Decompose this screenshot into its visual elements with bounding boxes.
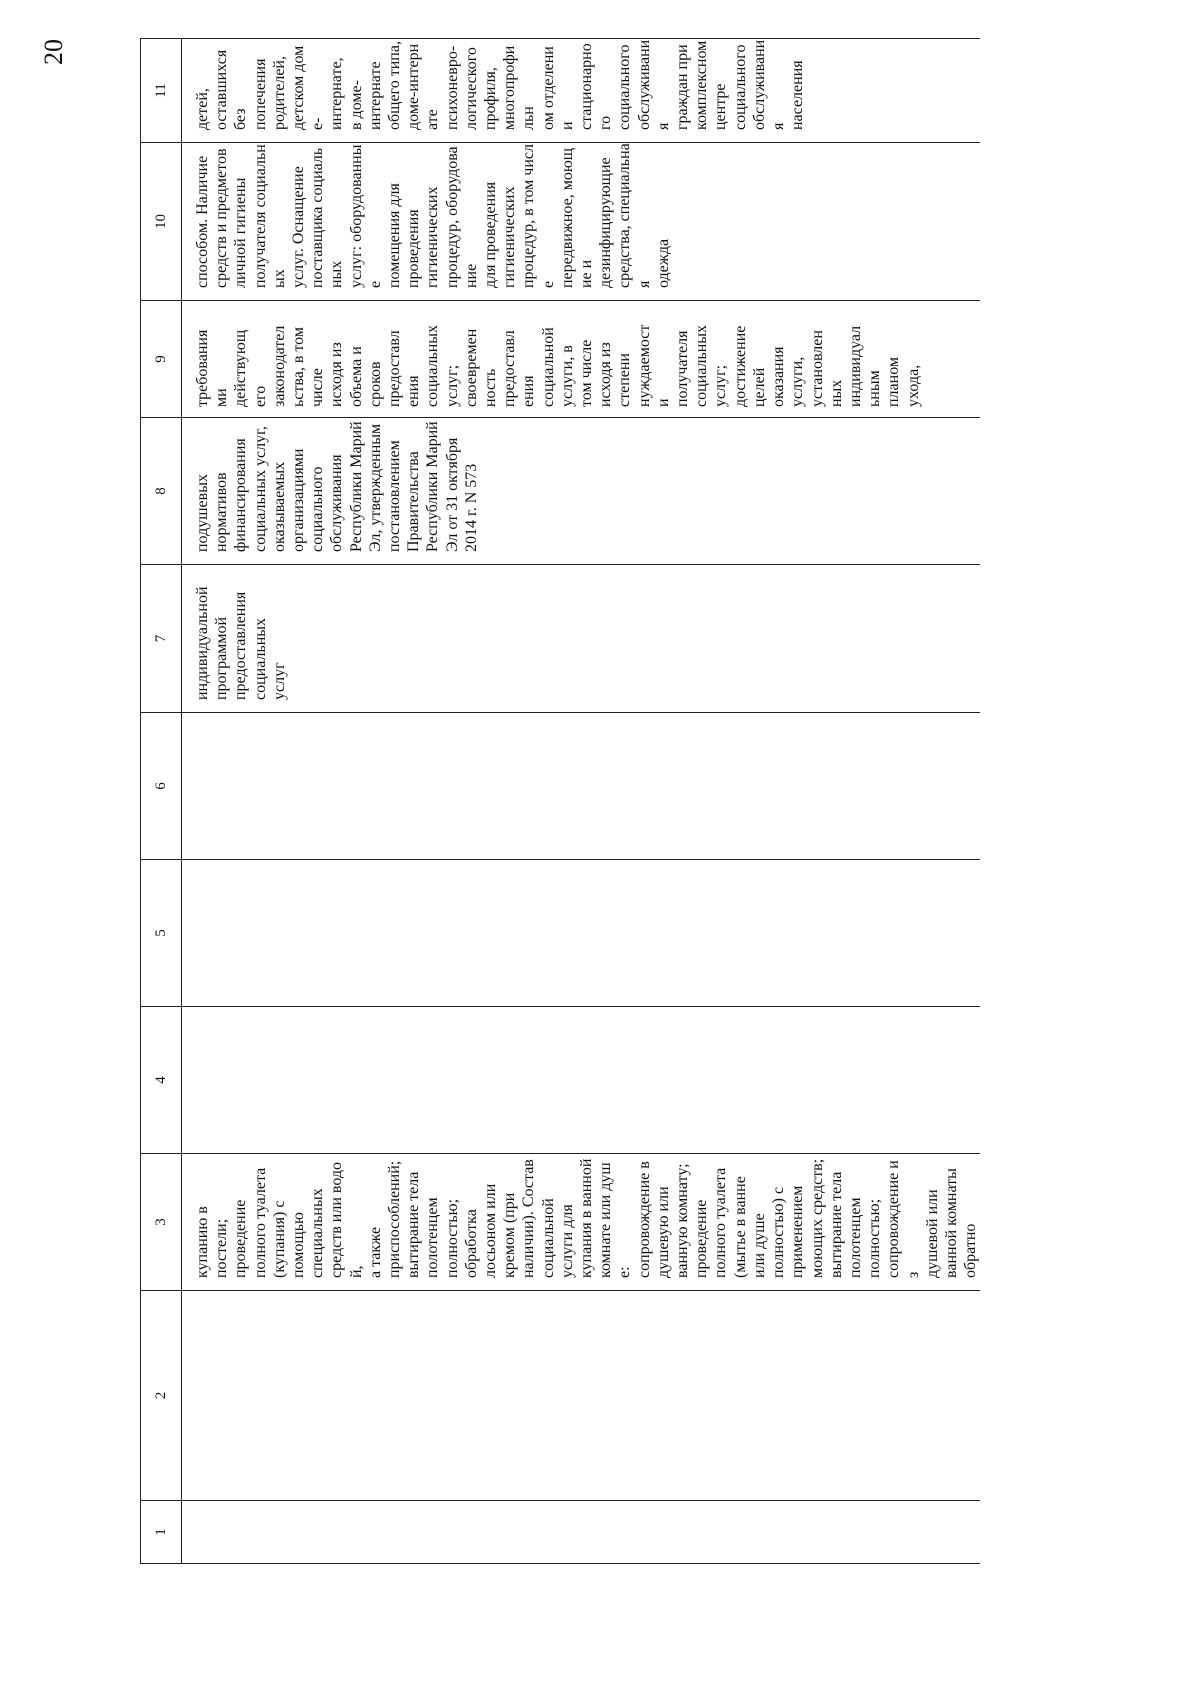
- column-number-8: 8: [141, 418, 182, 565]
- column-number-10: 10: [141, 143, 182, 301]
- cell-service-conditions: способом. Наличие средств и предметов личной гигиены получателя социальных услуг. Оснащение поставщика социальных услуг: оборудованные помещения для проведения гигиенических процедур, оборудование для проведения гигиенических процедур, в том числе передвижное, моющие и дезинфицирующие средства, специальная одежда: [182, 143, 981, 301]
- column-number-3: 3: [141, 1154, 182, 1291]
- column-number-row: [141, 39, 182, 1564]
- cell-col-1: [182, 1501, 981, 1564]
- column-number-1: 1: [141, 1501, 182, 1564]
- cell-col-6: [182, 713, 981, 860]
- cell-col-4: [182, 1007, 981, 1154]
- cell-col-5: [182, 860, 981, 1007]
- cell-service-provision: индивидуальной программой предоставления социальных услуг: [182, 565, 981, 713]
- column-number-9: 9: [141, 301, 182, 418]
- column-number-11: 11: [141, 39, 182, 143]
- cell-service-content: купанию в постели; проведение полного туалета (купания) с помощью специальных средств или водой, а также приспособлений; вытирание тела полотенцем полностью; обработка лосьоном или кремом (при наличии). Состав социальной услуги для купания в ванной комнате или душе: сопровождение в душевую или ванную комнату; проведение полного туалета (мытье в ванне или душе полностью) с применением моющих средств; вытирание тела полотенцем полностью; сопровождение из душевой или ванной комнаты обратно: [182, 1154, 981, 1291]
- column-number-7: 7: [141, 565, 182, 713]
- column-number-2: 2: [141, 1291, 182, 1501]
- cell-col-2: [182, 1291, 981, 1501]
- rotated-table-container: [140, 39, 1170, 1564]
- column-number-5: 5: [141, 860, 182, 1007]
- column-number-4: 4: [141, 1007, 182, 1154]
- cell-quality-indicators: требования ми действующ его законодател ьства, в том числе исходя из объема и сроков предоставл ения социальных услуг; своевремен ность предоставл ения социальной услуги, в том числе исходя из степени нуждаемост и получателя социальных услуг; достижение целей оказания услуги, установлен ных индивидуал ьным планом ухода,: [182, 301, 981, 418]
- cell-funding-standards: подушевых нормативов финансирования социальных услуг, оказываемых организациями социального обслуживания Республики Марий Эл, утвержденным постановлением Правительства Республики Марий Эл от 31 октября 2014 г. N 573: [182, 418, 981, 565]
- page-number-text: 20: [39, 39, 68, 65]
- cell-service-providers: детей, оставшихся без попечения родителей, детском доме- интернате, в доме- интернате общего типа, доме-интернате психоневро- логического профиля, многопрофильн ом отделении стационарного социального обслуживания граждан при комплексном центре социального обслуживания населения: [182, 39, 981, 143]
- services-table: [140, 38, 980, 1564]
- page-number: [39, 39, 68, 65]
- column-number-6: 6: [141, 713, 182, 860]
- table-row: [182, 39, 981, 1564]
